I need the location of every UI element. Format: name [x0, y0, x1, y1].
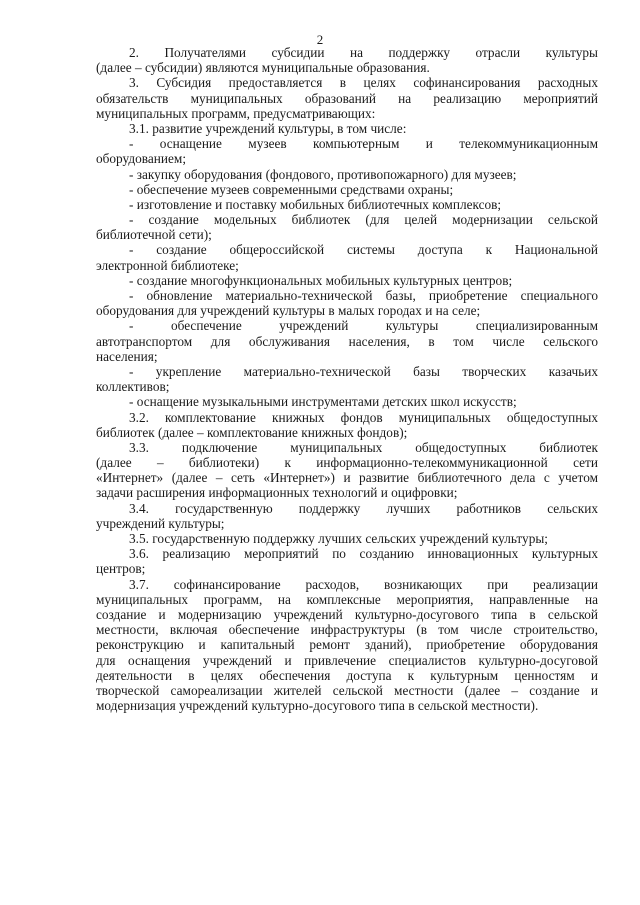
text-line: - укрепление материально-технической базы творческих казачьих	[129, 363, 598, 379]
text-line: «Интернет» (далее – сеть «Интернет») и развитие библиотечного дела с учетом	[96, 470, 598, 486]
text-line: 3.4. государственную поддержку лучших работников сельских	[129, 500, 598, 516]
text-line: - оснащение музыкальными инструментами детских школ искусств;	[129, 394, 517, 410]
text-line: местности, включая обеспечение инфраструктуры (в том числе строительство,	[96, 622, 598, 638]
text-line: автотранспортом для обслуживания населения, в том числе сельского	[96, 333, 598, 349]
text-line: учреждений культуры;	[96, 515, 225, 531]
text-line: населения;	[96, 348, 158, 364]
text-line: 3.2. комплектование книжных фондов муниципальных общедоступных	[129, 409, 598, 425]
text-line: - закупку оборудования (фондового, противопожарного) для музеев;	[129, 166, 517, 182]
text-line: - создание многофункциональных мобильных культурных центров;	[129, 272, 513, 288]
text-line: 3.5. государственную поддержку лучших сельских учреждений культуры;	[129, 531, 548, 546]
text-line: (далее – субсидии) являются муниципальные образования.	[96, 60, 430, 76]
document-body	[96, 45, 598, 713]
text-line: для оснащения учреждений и привлечение специалистов культурно-досуговой	[96, 652, 598, 668]
text-line: 3.6. реализацию мероприятий по созданию инновационных культурных	[129, 546, 598, 562]
text-line: - обновление материально-технической базы, приобретение специального	[129, 288, 598, 303]
text-line: - изготовление и поставку мобильных библиотечных комплексов;	[129, 196, 502, 212]
text-line: создание и модернизацию учреждений культурно-досугового типа в сельской	[96, 606, 598, 622]
text-line: задачи расширения информационных технологий и оцифровки;	[96, 485, 458, 501]
text-line: модернизация учреждений культурно-досугового типа в сельской местности).	[96, 698, 539, 714]
text-line: центров;	[96, 561, 146, 577]
text-line: библиотек (далее – комплектование книжных фондов);	[96, 424, 408, 440]
text-line: библиотечной сети);	[96, 227, 212, 243]
text-line: - обеспечение учреждений культуры специализированным	[129, 318, 598, 334]
text-line: реконструкцию и капитальный ремонт зданий), приобретение оборудования	[96, 637, 598, 653]
text-line: оборудованием;	[96, 151, 187, 167]
text-line: коллективов;	[96, 379, 170, 395]
text-line: 2. Получателями субсидии на поддержку отрасли культуры	[129, 45, 598, 60]
text-line: муниципальных программ, на комплексные мероприятия, направленные на	[96, 591, 598, 607]
text-line: творческой самореализации жителей сельской местности (далее – создание и	[96, 682, 598, 698]
text-line: обязательств муниципальных образований на реализацию мероприятий	[96, 90, 598, 106]
text-line: электронной библиотеке;	[96, 257, 239, 273]
text-line: 3. Субсидия предоставляется в целях софинансирования расходных	[129, 75, 598, 91]
text-line: 3.3. подключение муниципальных общедоступных библиотек	[129, 439, 598, 455]
text-line: - оснащение музеев компьютерным и телекоммуникационным	[129, 136, 598, 152]
text-line: муниципальных программ, предусматривающих:	[96, 105, 376, 121]
text-line: - создание модельных библиотек (для целей модернизации сельской	[129, 212, 598, 228]
text-line: - создание общероссийской системы доступа к Национальной	[129, 242, 598, 258]
text-line: 3.7. софинансирование расходов, возникающих при реализации	[129, 576, 598, 592]
text-line: (далее – библиотеки) к информационно-телекоммуникационной сети	[96, 455, 598, 471]
text-line: оборудования для учреждений культуры в малых городах и на селе;	[96, 303, 481, 319]
text-line: - обеспечение музеев современными средствами охраны;	[129, 181, 454, 197]
page-number: 2	[316, 32, 324, 47]
text-line: деятельности в целях обеспечения доступа к культурным ценностям и	[96, 667, 598, 683]
text-line: 3.1. развитие учреждений культуры, в том числе:	[129, 120, 407, 136]
